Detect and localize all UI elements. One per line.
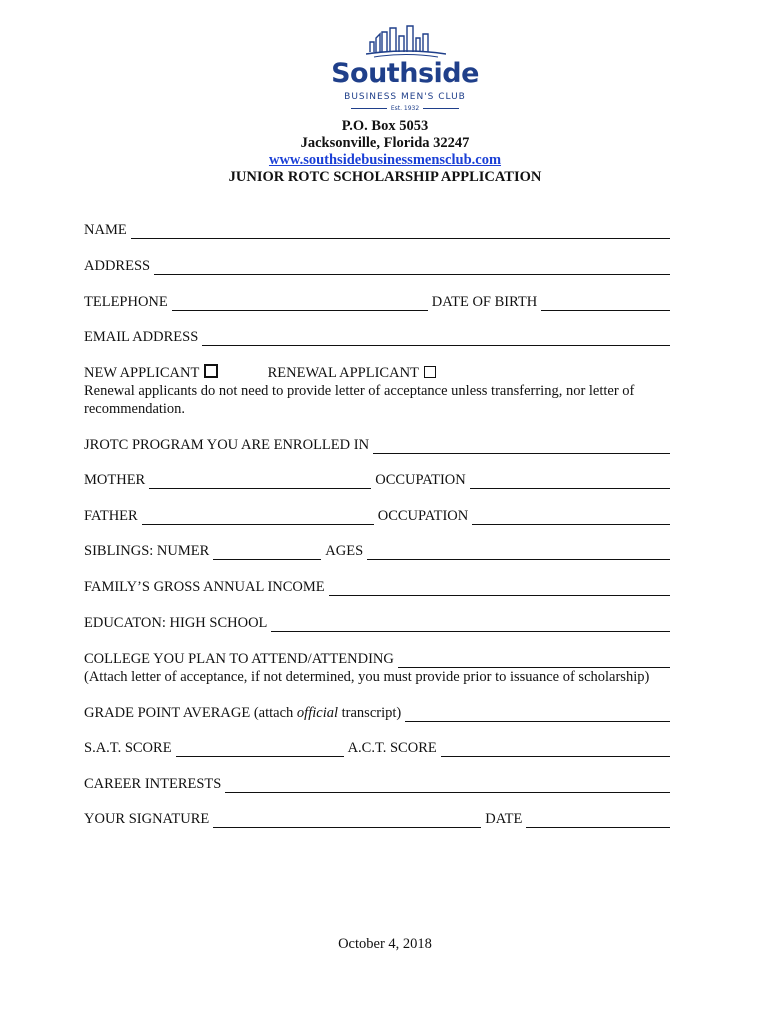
father-field[interactable] [142,511,374,525]
form-title: JUNIOR ROTC SCHOLARSHIP APPLICATION [228,169,542,185]
sat-label: S.A.T. SCORE [84,740,172,756]
dob-field[interactable] [541,297,670,311]
logo-subtitle: BUSINESS MEN'S CLUB [344,92,466,102]
income-field[interactable] [329,582,670,596]
signature-date-label: DATE [485,811,523,827]
gpa-label [84,704,401,722]
siblings-field[interactable] [213,546,321,560]
college-row [84,650,674,668]
signature-date-field[interactable] [526,814,670,828]
gpa-field[interactable] [405,708,670,722]
college-field[interactable] [398,654,670,668]
logo-name: Southside [331,58,479,89]
dob-label: DATE OF BIRTH [431,294,538,310]
income-label: FAMILY’S GROSS ANNUAL INCOME [84,579,325,595]
jrotc-row [84,436,674,454]
ages-field[interactable] [367,546,670,560]
gpa-label-suffix: transcript) [338,705,402,721]
education-field[interactable] [271,618,670,632]
name-label: NAME [84,222,127,238]
gpa-row [84,704,674,722]
applicant-type-row [84,364,676,382]
sat-field[interactable] [176,743,344,757]
website-link[interactable]: www.southsidebusinessmensclub.com [268,152,502,168]
footer-date: October 4, 2018 [338,936,432,952]
siblings-row [84,542,674,560]
father-occupation-label: OCCUPATION [377,508,469,524]
telephone-label: TELEPHONE [84,294,168,310]
signature-label: YOUR SIGNATURE [84,811,210,827]
jrotc-label: JROTC PROGRAM YOU ARE ENROLLED IN [84,437,370,453]
father-occupation-field[interactable] [472,511,670,525]
siblings-label: SIBLINGS: NUMER [84,543,210,559]
address-label: ADDRESS [84,258,151,274]
career-row [84,775,674,793]
education-label: EDUCATON: HIGH SCHOOL [84,615,268,631]
education-row [84,614,674,632]
telephone-field[interactable] [172,297,428,311]
mother-occupation-field[interactable] [470,475,670,489]
mother-occupation-label: OCCUPATION [375,472,466,488]
act-field[interactable] [441,743,670,757]
email-label: EMAIL ADDRESS [84,329,199,345]
signature-field[interactable] [213,814,481,828]
father-label: FATHER [84,508,138,524]
logo-established: Est. 1932 [330,105,480,112]
email-field[interactable] [202,332,670,346]
address-field[interactable] [154,261,670,275]
gpa-label-prefix: GRADE POINT AVERAGE (attach [84,705,297,721]
mother-row [84,471,674,489]
career-label: CAREER INTERESTS [84,776,222,792]
mother-field[interactable] [149,475,371,489]
renewal-applicant-label: RENEWAL APPLICANT [267,365,419,381]
mother-label: MOTHER [84,472,146,488]
name-row [84,221,674,239]
ages-label: AGES [325,543,364,559]
name-field[interactable] [131,225,670,239]
new-applicant-label: NEW APPLICANT [84,365,200,381]
skyline-icon [366,24,446,58]
career-field[interactable] [225,779,670,793]
renewal-applicant-checkbox[interactable] [424,366,436,378]
act-label: A.C.T. SCORE [347,740,437,756]
po-box: P.O. Box 5053 [341,118,429,134]
telephone-row [84,293,674,311]
scores-row [84,739,674,757]
club-logo [330,20,480,116]
college-label: COLLEGE YOU PLAN TO ATTEND/ATTENDING [84,651,394,667]
signature-row [84,810,674,828]
jrotc-field[interactable] [373,440,670,454]
address-row [84,257,674,275]
new-applicant-checkbox[interactable] [204,364,218,378]
website-row [0,151,770,169]
college-note: (Attach letter of acceptance, if not determined, you must provide prior to issuance of scholarship) [84,669,650,685]
gpa-label-emphasis: official [296,705,339,721]
city-state-zip: Jacksonville, Florida 32247 [300,135,470,151]
father-row [84,507,674,525]
income-row [84,578,674,596]
email-row [84,328,674,346]
renewal-note: Renewal applicants do not need to provide letter of acceptance unless transferring, nor letter of recommendation. [84,383,635,417]
